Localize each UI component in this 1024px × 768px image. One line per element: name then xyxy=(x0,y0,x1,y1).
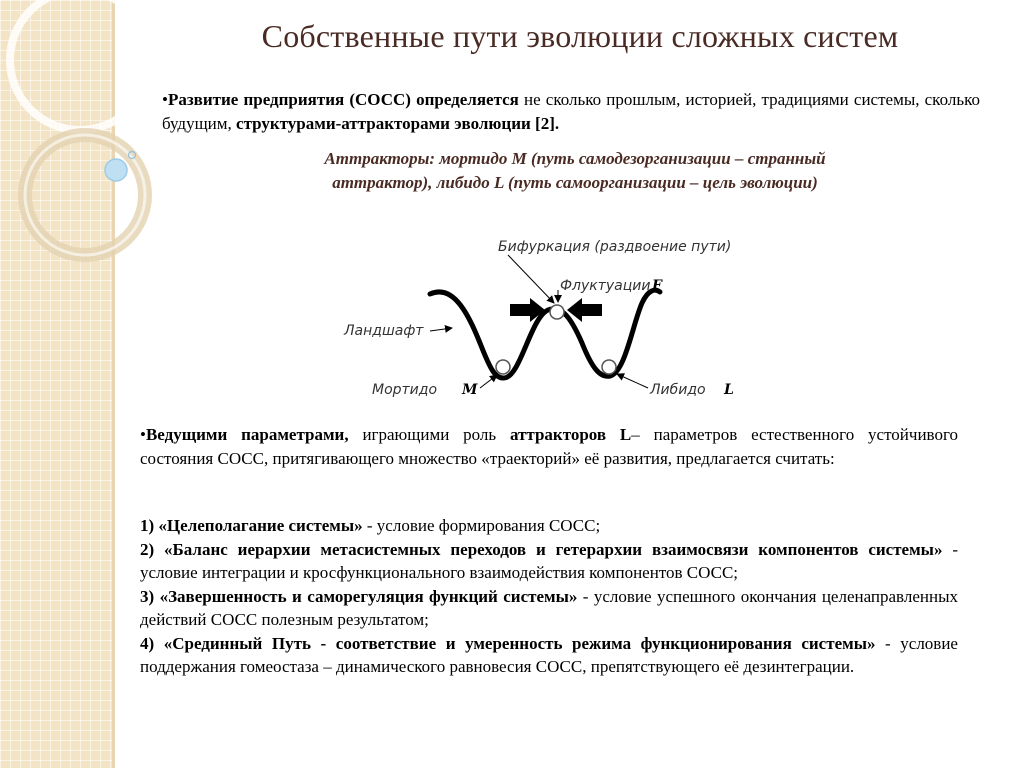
ball-top xyxy=(550,305,564,319)
params-text-1: играющими роль xyxy=(348,425,510,444)
decorative-bubble-large xyxy=(105,159,127,181)
list-item xyxy=(140,514,958,537)
fluctuation-arrow-right xyxy=(567,298,602,322)
label-libido: Либидо xyxy=(650,382,706,398)
list-item xyxy=(140,585,958,631)
list-item-text: - условие поддержания гомеостаза – динамического равновесия СОСС, препятствующего её дезинтеграции. xyxy=(140,634,958,676)
params-bold-2: аттракторов L xyxy=(510,425,632,444)
list-item-text: - условие интеграции и кросфункционального взаимодействия компонентов СОСС; xyxy=(140,540,959,582)
pointer-bifurcation xyxy=(508,255,554,303)
list-item xyxy=(140,538,958,584)
intro-text-1: не сколько прошлым, историей, традициями системы, сколько будущим, xyxy=(162,90,980,133)
list-item-bold: «Срединный Путь - соответствие и умеренность режима функционирования системы» xyxy=(163,634,876,653)
params-text-2: – параметров естественного устойчивого состояния СОСС, притягивающего множество «траекторий» её развития, предлагается считать: xyxy=(140,425,958,468)
pointer-libido xyxy=(617,374,648,388)
attractors-line-2: аттрактор), либидо L (путь самоорганизации – цель эволюции) xyxy=(332,173,818,192)
intro-bold-2: структурами-аттракторами эволюции [2]. xyxy=(236,114,560,133)
label-fluctuations-letter: F xyxy=(652,278,662,294)
list-item-number: 3) xyxy=(140,587,160,606)
intro-bold-1: Развитие предприятия (СОСС) определяется xyxy=(167,90,519,109)
list-item-text: - условие успешного окончания целенаправленных действий СОСС полезным результатом; xyxy=(140,587,959,629)
page-title: Собственные пути эволюции сложных систем xyxy=(261,18,899,54)
label-bifurcation: Бифуркация (раздвоение пути) xyxy=(498,239,732,255)
attractor-landscape-diagram xyxy=(330,228,770,408)
ball-mortido xyxy=(496,360,510,374)
list-item xyxy=(140,632,958,678)
label-mortido-letter: M xyxy=(462,382,478,398)
bullet: • xyxy=(140,425,146,444)
label-libido-letter: L xyxy=(724,382,734,398)
parameters-list xyxy=(140,514,958,679)
params-bold-1: Ведущими параметрами, xyxy=(145,425,349,444)
list-item-number: 1) xyxy=(140,516,159,535)
intro-paragraph xyxy=(162,88,980,136)
ball-libido xyxy=(602,360,616,374)
list-item-number: 2) xyxy=(140,540,165,559)
list-item-bold: «Целеполагание системы» xyxy=(158,516,363,535)
landscape-curve xyxy=(430,290,660,378)
label-mortido: Мортидо xyxy=(372,382,438,398)
attractors-line-1: Аттракторы: мортидо М (путь самодезорганизации – странный xyxy=(324,149,826,168)
label-fluctuations: Флуктуации xyxy=(560,278,651,294)
parameters-paragraph xyxy=(140,423,958,471)
list-item-bold: «Завершенность и саморегуляция функций системы» xyxy=(159,587,578,606)
list-item-bold: «Баланс иерархии метасистемных переходов и гетерархии взаимосвязи компонентов системы» xyxy=(164,540,943,559)
pointer-landscape xyxy=(430,328,452,331)
pointer-mortido xyxy=(480,375,497,388)
list-item-text: - условие формирования СОСС; xyxy=(362,516,601,535)
bullet: • xyxy=(162,90,168,109)
attractors-caption xyxy=(240,147,910,195)
label-landscape: Ландшафт xyxy=(344,323,424,339)
list-item-number: 4) xyxy=(140,634,164,653)
